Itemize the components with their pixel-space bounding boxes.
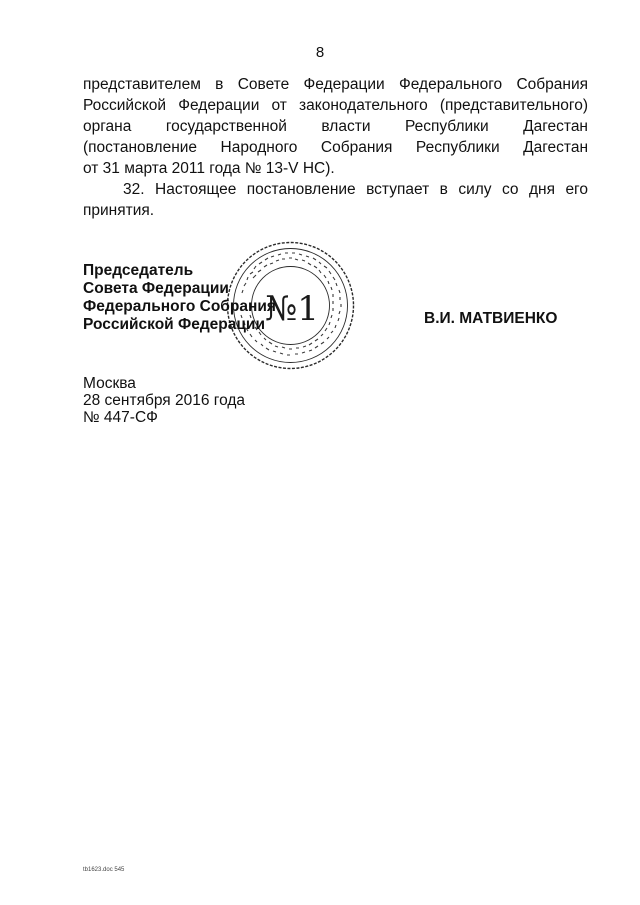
stamp-number: №1: [265, 289, 319, 329]
document-number: № 447-СФ: [83, 409, 158, 426]
text-line: органа государственной власти Республики Дагестан: [83, 118, 588, 135]
paragraph-32: [83, 179, 588, 221]
signature-title-line: Совета Федерации: [83, 280, 229, 297]
signature-title-line: Федерального Собрания: [83, 298, 276, 315]
text-line: представителем в Совете Федерации Федерального Собрания: [83, 76, 588, 93]
text-line: принятия.: [83, 202, 155, 219]
page-number: 8: [315, 44, 325, 61]
text-line: от 31 марта 2011 года № 13-V НС).: [83, 160, 335, 177]
footer-file-code: tb1623.doc 545: [83, 867, 125, 873]
place-date-block: [83, 375, 245, 426]
document-body: [83, 74, 588, 221]
document-date: 28 сентября 2016 года: [83, 392, 246, 409]
paragraph-continuation: [83, 74, 588, 179]
signer-name: В.И. МАТВИЕНКО: [424, 310, 558, 327]
signature-title: [83, 262, 276, 334]
signature-title-line: Председатель: [83, 262, 194, 279]
text-line: Российской Федерации от законодательного (представительного): [83, 97, 588, 114]
text-line: 32. Настоящее постановление вступает в силу со дня его: [123, 181, 588, 198]
city: Москва: [83, 375, 136, 392]
text-line: (постановление Народного Собрания Республики Дагестан: [83, 139, 588, 156]
signature-title-line: Российской Федерации: [83, 316, 265, 333]
